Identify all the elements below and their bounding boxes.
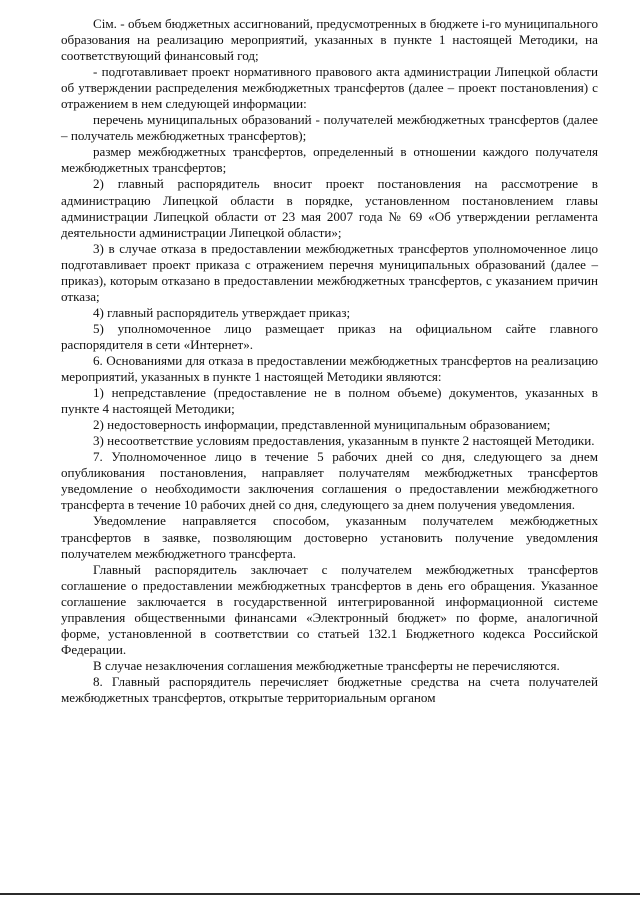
paragraph-item-4: 4) главный распорядитель утверждает приказ; — [93, 304, 351, 320]
paragraph-draft-resolution: - подготавливает проект нормативного правового акта администрации Липецкой области об утверждении распределения межбюджетных трансфертов (далее – проект постановления) с отражением в нем следующей информации: — [61, 64, 598, 112]
paragraph-notification: Уведомление направляется способом, указанным получателем межбюджетных трансфертов в заявке, позволяющим достоверно установить получение уведомления получателем межбюджетного трансферта. — [61, 513, 598, 561]
paragraph-municipalities-list: перечень муниципальных образований - получателей межбюджетных трансфертов (далее – получатель межбюджетных трансфертов); — [61, 112, 598, 144]
page-bottom-rule — [0, 893, 640, 895]
paragraph-ci-definition: Ciм. - объем бюджетных ассигнований, предусмотренных в бюджете i-го муниципального образования на реализацию мероприятий, указанных в пункте 1 настоящей Методики, на соответствующий финансовый год; — [61, 16, 598, 64]
paragraph-transfer-size: размер межбюджетных трансфертов, определенный в отношении каждого получателя межбюджетных трансфертов; — [61, 144, 598, 176]
paragraph-no-agreement: В случае незаключения соглашения межбюджетные трансферты не перечисляются. — [93, 657, 560, 673]
paragraph-section-8: 8. Главный распорядитель перечисляет бюджетные средства на счета получателей межбюджетных трансфертов, открытые территориальным органом — [61, 673, 598, 705]
document-page — [61, 16, 598, 706]
paragraph-reason-1: 1) непредставление (предоставление не в полном объеме) документов, указанных в пункте 4 настоящей Методики; — [61, 385, 598, 417]
paragraph-item-2: 2) главный распорядитель вносит проект постановления на рассмотрение в администрацию Липецкой области в порядке, установленном постановлением главы администрации Липецкой области от 23 мая 2007 года № 69 «Об утверждении регламента деятельности администрации Липецкой области»; — [61, 176, 598, 240]
paragraph-item-5: 5) уполномоченное лицо размещает приказ на официальном сайте главного распорядителя в сети «Интернет». — [61, 320, 598, 352]
paragraph-item-3: 3) в случае отказа в предоставлении межбюджетных трансфертов уполномоченное лицо подготавливает проект приказа с отражением перечня муниципальных образований (далее – приказ), которым отказано в предоставлении межбюджетных трансфертов, с указанием причин отказа; — [61, 240, 598, 304]
paragraph-agreement: Главный распорядитель заключает с получателем межбюджетных трансфертов соглашение о предоставлении межбюджетных трансфертов в день его обращения. Указанное соглашение заключается в государственной интегрированной информационной системе управления общественными финансами «Электронный бюджет» по форме, аналогичной форме, установленной в соответствии со статьей 132.1 Бюджетного кодекса Российской Федерации. — [61, 561, 598, 657]
paragraph-section-6: 6. Основаниями для отказа в предоставлении межбюджетных трансфертов на реализацию мероприятий, указанных в пункте 1 настоящей Методики являются: — [61, 352, 598, 385]
paragraph-reason-3: 3) несоответствие условиям предоставления, указанным в пункте 2 настоящей Методики. — [93, 433, 595, 449]
paragraph-reason-2: 2) недостоверность информации, представленной муниципальным образованием; — [93, 417, 551, 433]
paragraph-section-7: 7. Уполномоченное лицо в течение 5 рабочих дней со дня, следующего за днем опубликования постановления, направляет получателям межбюджетных трансфертов уведомление о необходимости заключения соглашения о предоставлении межбюджетного трансферта в течение 10 рабочих дней со дня, следующего за днем получения уведомления. — [61, 449, 598, 513]
